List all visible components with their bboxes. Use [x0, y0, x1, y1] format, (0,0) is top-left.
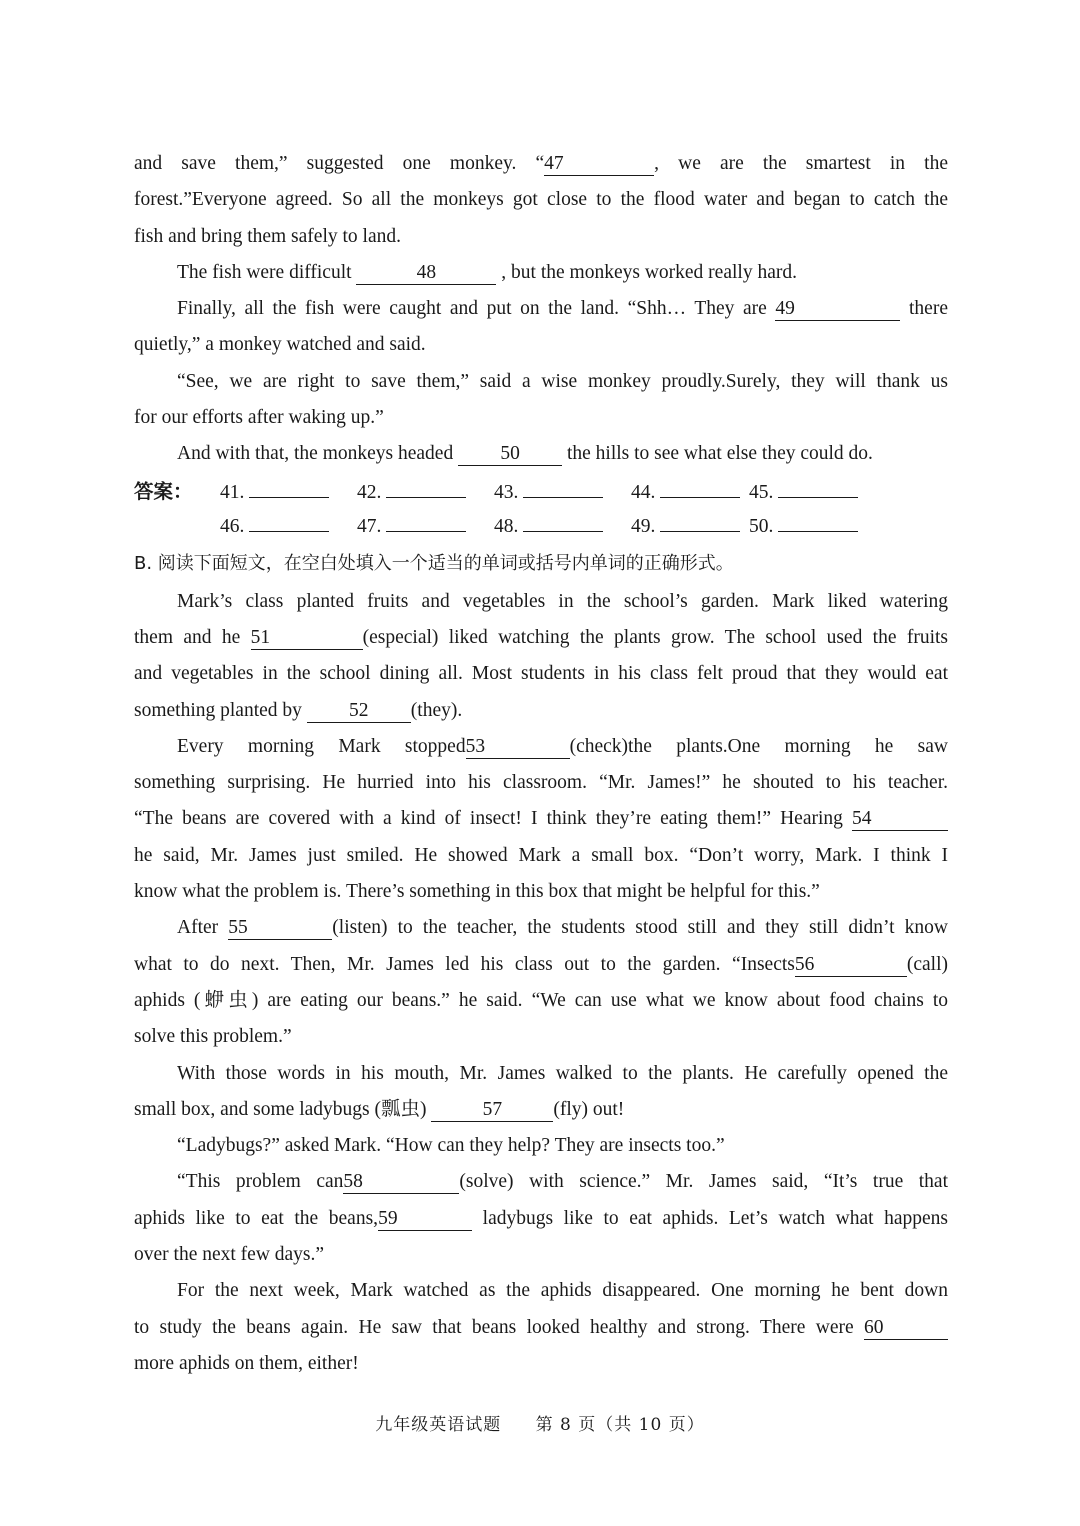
- page-footer: [0, 1410, 1080, 1435]
- text-line: “See, we are right to save them,” said a wise monkey proudly.Surely, they will thank us: [177, 370, 948, 392]
- exam-title: 九年级英语试题: [375, 1415, 502, 1435]
- blank-49: 49: [775, 298, 900, 321]
- answer-blank[interactable]: [778, 513, 858, 532]
- paragraph: Finally, all the fish were caught and put on the land. “Shh… They are 49 there: [177, 298, 948, 320]
- text-line: something surprising. He hurried into his classroom. “Mr. James!” he shouted to his teacher.: [134, 772, 948, 794]
- blank-58: 58: [343, 1171, 459, 1194]
- answer-label: 答案：: [134, 479, 193, 503]
- answer-item: 49.: [631, 510, 749, 544]
- answer-blank[interactable]: [523, 513, 603, 532]
- answer-item: 46.: [220, 510, 357, 544]
- paragraph: “This problem can58 (solve) with science.” Mr. James said, “It’s true that: [177, 1171, 948, 1193]
- text-line: With those words in his mouth, Mr. James walked to the plants. He carefully opened the: [177, 1062, 948, 1084]
- answer-blank[interactable]: [249, 479, 329, 498]
- paragraph: Every morning Mark stopped53 (check)the plants.One morning he saw: [177, 735, 948, 757]
- text-line: and vegetables in the school dining all. Most students in his class felt proud that they would eat: [134, 663, 948, 685]
- answer-item: 44.: [631, 476, 749, 510]
- text-line: over the next few days.”: [134, 1244, 325, 1266]
- answer-blank[interactable]: [249, 513, 329, 532]
- answer-item: 45.: [749, 476, 858, 510]
- paragraph: and save them,” suggested one monkey. “47 , we are the smartest in the: [134, 153, 948, 174]
- paragraph: After 55 (listen) to the teacher, the students stood still and they still didn’t know: [177, 917, 949, 939]
- blank-48: 48: [356, 262, 496, 285]
- text-line: Mark’s class planted fruits and vegetables in the school’s garden. Mark liked watering: [177, 590, 948, 612]
- blank-55: 55: [228, 917, 332, 940]
- answer-row-1: [134, 475, 948, 510]
- text-line: For the next week, Mark watched as the aphids disappeared. One morning he bent down: [177, 1280, 948, 1302]
- paragraph: aphids like to eat the beans,59 ladybugs like to eat aphids. Let’s watch what happens: [134, 1207, 948, 1229]
- section-title: B. 阅读下面短文，在空白处填入一个适当的单词或括号内单词的正确形式。: [134, 552, 734, 574]
- text-line: more aphids on them, either!: [134, 1352, 359, 1374]
- paragraph: to study the beans again. He saw that beans looked healthy and strong. There were 60: [134, 1310, 948, 1346]
- passage-a: [134, 146, 948, 473]
- text-line: know what the problem is. There’s something in this box that might be helpful for this.”: [134, 881, 820, 903]
- answer-blank[interactable]: [523, 479, 603, 498]
- answer-item: 42.: [357, 476, 494, 510]
- blank-57: 57: [431, 1099, 553, 1122]
- text-line: quietly,” a monkey watched and said.: [134, 334, 426, 356]
- answer-blank[interactable]: [386, 479, 466, 498]
- blank-51: 51: [251, 627, 363, 650]
- blank-47: 47: [544, 153, 654, 176]
- paragraph: them and he 51 (especial) liked watching the plants grow. The school used the fruits: [134, 626, 948, 648]
- paragraph: The fish were difficult 48 , but the monkeys worked really hard.: [177, 261, 797, 283]
- text-line: “Ladybugs?” asked Mark. “How can they help? They are insects too.”: [177, 1135, 725, 1157]
- paragraph: something planted by 52 (they).: [134, 699, 463, 721]
- blank-53: 53: [466, 736, 570, 759]
- blank-50: 50: [458, 443, 562, 466]
- text-line: forest.”Everyone agreed. So all the monkeys got close to the flood water and began to catch the: [134, 189, 948, 211]
- answer-item: 41.: [220, 476, 357, 510]
- text-line: fish and bring them safely to land.: [134, 225, 401, 247]
- answer-item: 47.: [357, 510, 494, 544]
- answer-blank[interactable]: [386, 513, 466, 532]
- blank-59: 59: [378, 1208, 472, 1231]
- blank-60: 60: [864, 1317, 948, 1340]
- paragraph: small box, and some ladybugs (瓢虫) 57 (fly) out!: [134, 1098, 625, 1120]
- answer-sheet: [134, 475, 948, 544]
- answer-item: 48.: [494, 510, 631, 544]
- answer-blank[interactable]: [660, 513, 740, 532]
- answer-item: 50.: [749, 510, 858, 544]
- answer-blank[interactable]: [778, 479, 858, 498]
- text-line: solve this problem.”: [134, 1026, 292, 1048]
- answer-row-2: [134, 510, 948, 544]
- blank-52: 52: [307, 700, 411, 723]
- exam-page: [134, 146, 948, 1382]
- blank-56: 56: [795, 954, 907, 977]
- page-number: 第 8 页（共 10 页）: [535, 1415, 705, 1435]
- text-line: he said, Mr. James just smiled. He showed Mark a small box. “Don’t worry, Mark. I think I: [134, 844, 948, 866]
- blank-54: 54: [852, 808, 948, 831]
- paragraph: And with that, the monkeys headed 50 the hills to see what else they could do.: [177, 443, 873, 465]
- section-b: [134, 544, 948, 1383]
- paragraph: “The beans are covered with a kind of insect! I think they’re eating them!” Hearing 54: [134, 801, 948, 837]
- answer-blank[interactable]: [660, 479, 740, 498]
- answer-item: 43.: [494, 476, 631, 510]
- paragraph: what to do next. Then, Mr. James led his class out to the garden. “Insects56 (call): [134, 953, 948, 975]
- text-line: aphids (蛜虫) are eating our beans.” he said. “We can use what we know about food chains to: [134, 989, 948, 1011]
- text-line: for our efforts after waking up.”: [134, 407, 384, 429]
